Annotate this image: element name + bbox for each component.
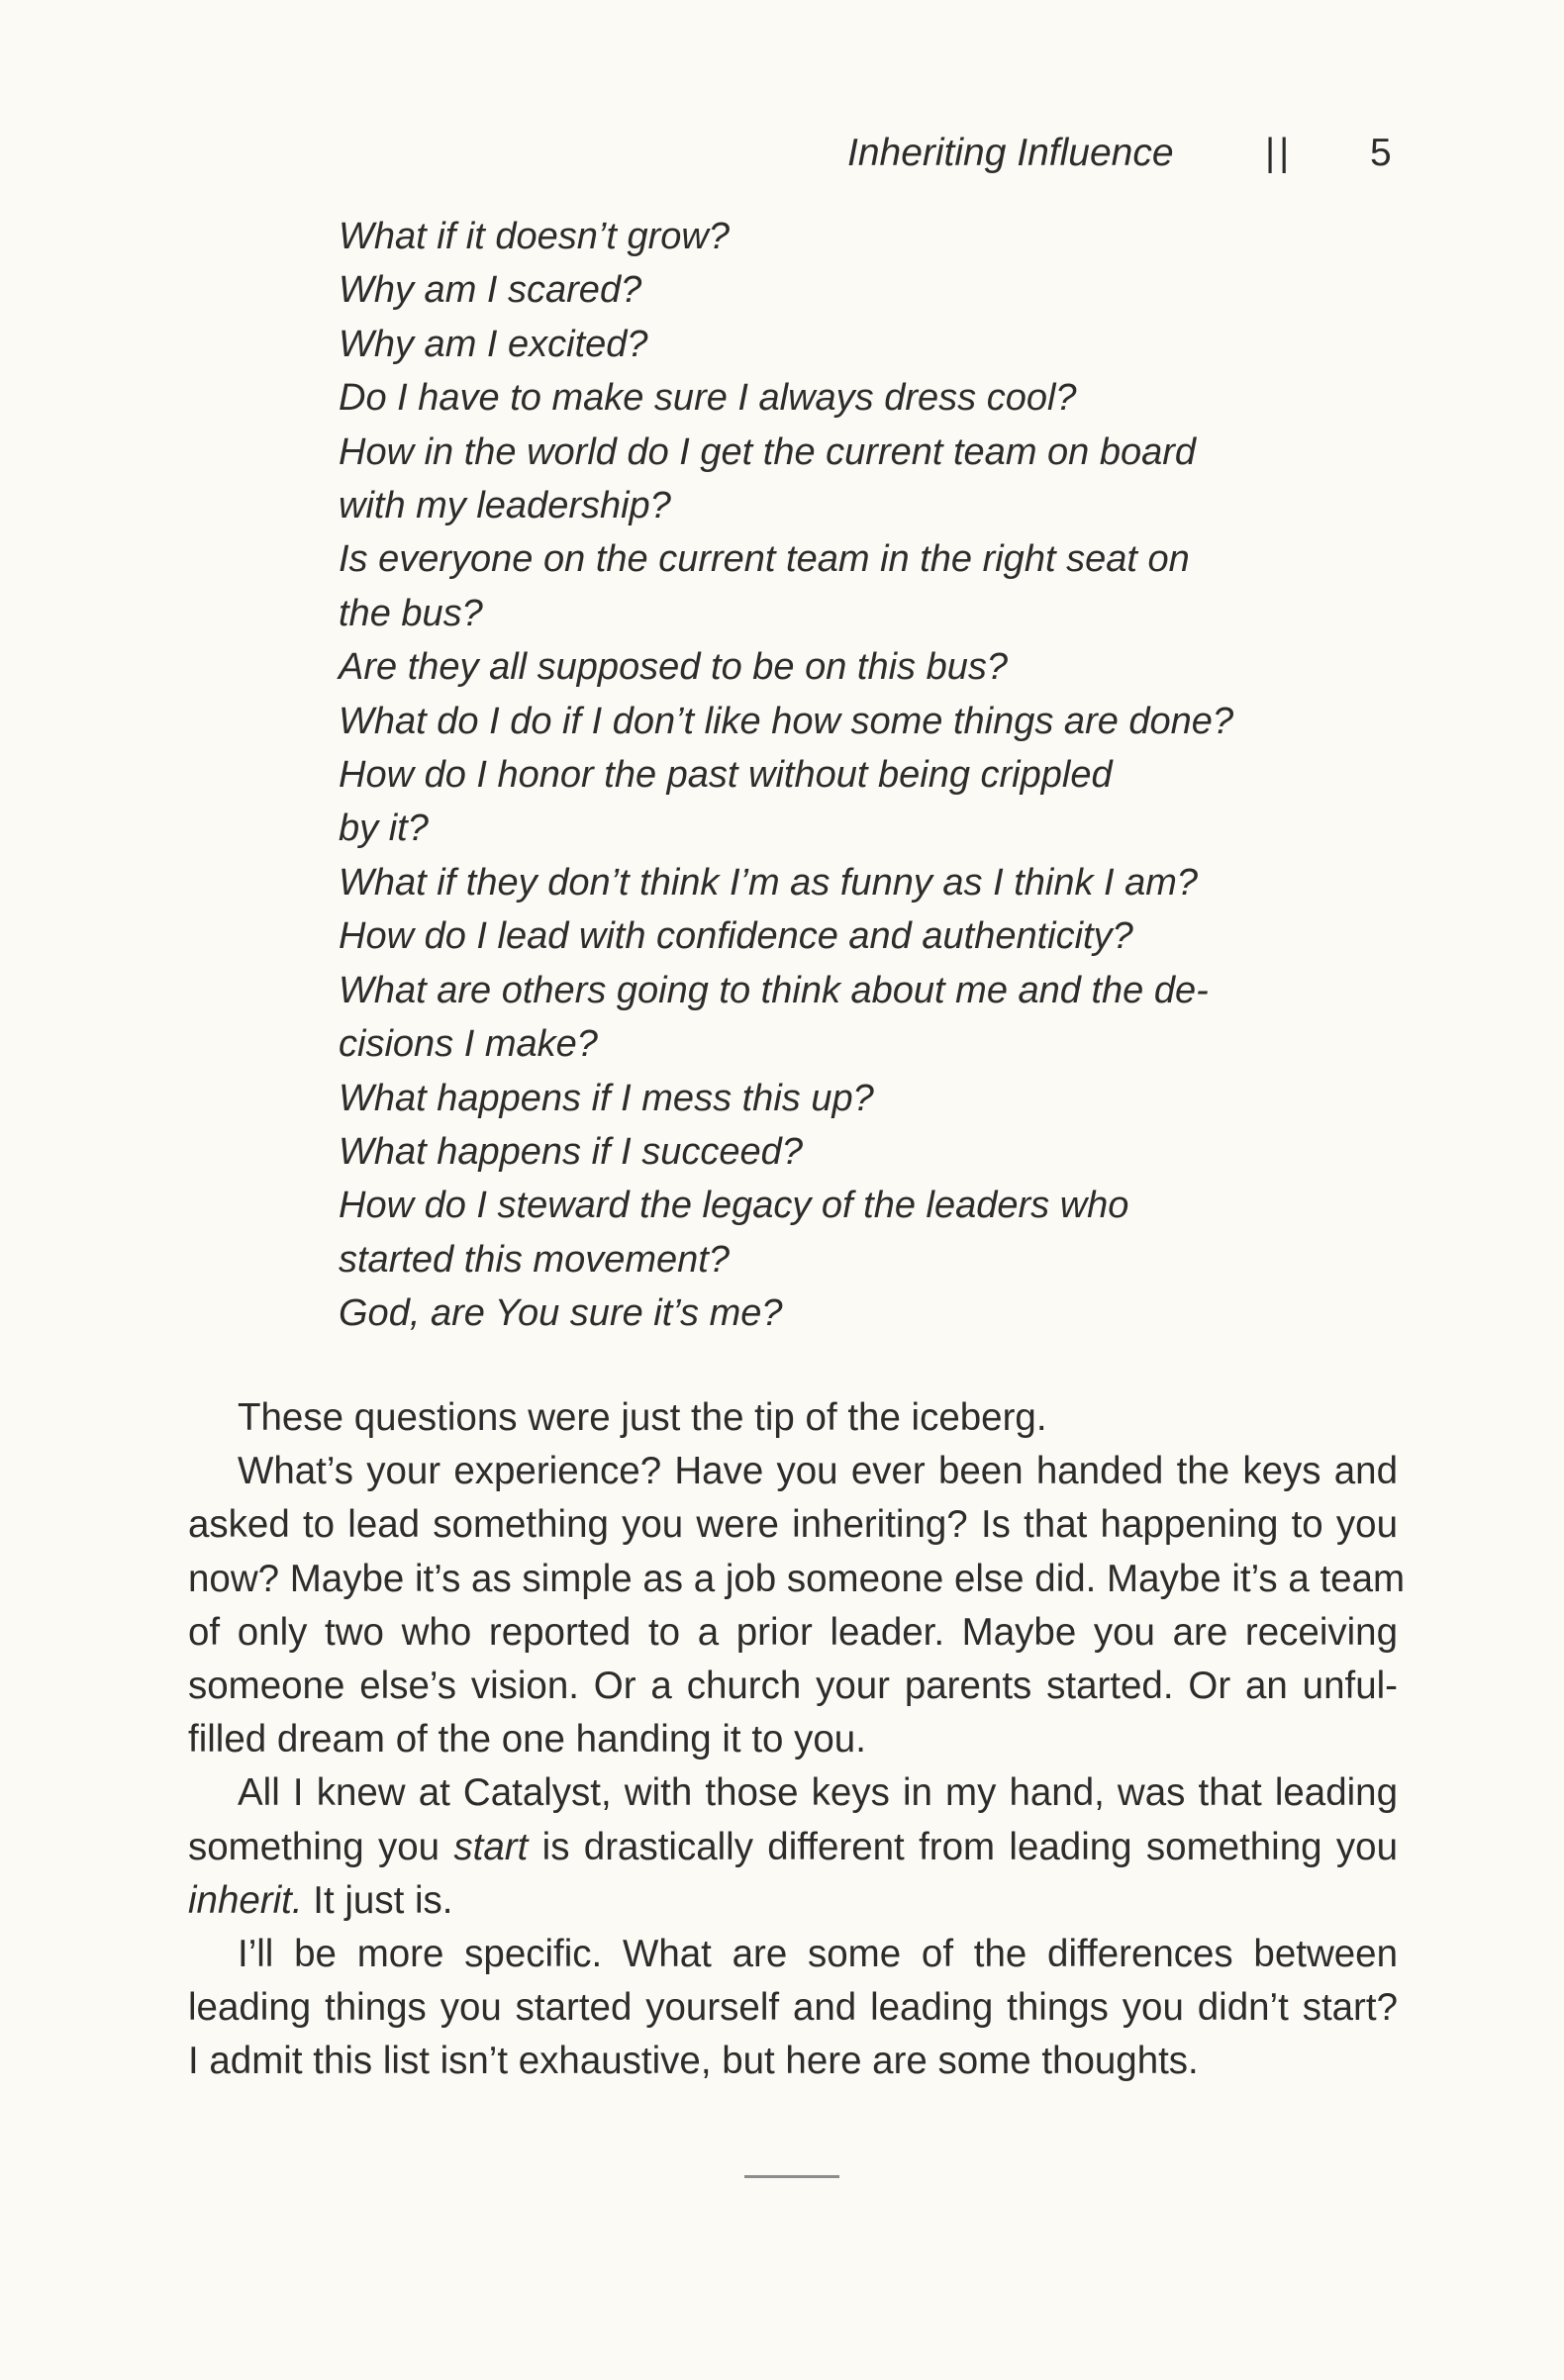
question-item xyxy=(339,909,1249,963)
question-line: What do I do if I don’t like how some things are done? xyxy=(339,700,1234,742)
question-item xyxy=(339,1125,1249,1179)
page-number: 5 xyxy=(1370,132,1392,174)
running-header xyxy=(847,127,1402,180)
paragraph-line: leading things you started yourself and leading things you didn’t start? xyxy=(188,1986,1398,2030)
question-line: What if it doesn’t grow? xyxy=(339,216,730,257)
question-line: How do I steward the legacy of the leaders who xyxy=(339,1185,1129,1227)
body-paragraph xyxy=(188,1766,1398,1928)
question-line: What happens if I succeed? xyxy=(339,1130,803,1173)
question-line: cisions I make? xyxy=(339,1023,598,1066)
paragraph-line: something you start is drastically different from leading something you xyxy=(188,1825,1398,1868)
paragraph-line: now? Maybe it’s as simple as a job someone else did. Maybe it’s a team xyxy=(188,1557,1406,1600)
paragraph-line: inherit. It just is. xyxy=(188,1878,453,1922)
question-line: Are they all supposed to be on this bus? xyxy=(339,646,1009,689)
question-item xyxy=(339,532,1249,640)
question-item xyxy=(339,1286,1249,1340)
question-item xyxy=(339,748,1249,856)
question-item xyxy=(339,1072,1249,1125)
paragraph-line: All I knew at Catalyst, with those keys in my hand, was that leading xyxy=(238,1771,1398,1815)
question-line: the bus? xyxy=(339,592,483,634)
emphasis-text: start xyxy=(453,1825,529,1868)
paragraph-line: of only two who reported to a prior leader. Maybe you are receiving xyxy=(188,1610,1398,1654)
running-head-separator: || xyxy=(1265,132,1294,174)
question-line: Is everyone on the current team in the right seat on xyxy=(339,538,1190,581)
question-list xyxy=(339,210,1249,1341)
question-line: How do I lead with confidence and authenticity? xyxy=(339,915,1133,958)
body-text xyxy=(188,1391,1406,2089)
question-line: by it? xyxy=(339,808,429,850)
running-head-title: Inheriting Influence xyxy=(847,132,1174,174)
question-item xyxy=(339,210,1249,263)
body-paragraph xyxy=(188,1928,1398,2089)
body-paragraph xyxy=(188,1445,1406,1766)
question-item xyxy=(339,318,1249,371)
paragraph-line: I admit this list isn’t exhaustive, but here are some thoughts. xyxy=(188,2040,1199,2083)
section-divider xyxy=(744,2175,839,2178)
paragraph-line: filled dream of the one handing it to you. xyxy=(188,1718,866,1761)
question-item xyxy=(339,964,1249,1072)
question-line: What are others going to think about me and the de- xyxy=(339,969,1209,1011)
question-line: with my leadership? xyxy=(339,485,671,527)
question-item xyxy=(339,1179,1249,1286)
question-line: How in the world do I get the current team on board xyxy=(339,430,1197,473)
body-paragraph xyxy=(188,1391,1398,1445)
paragraph-line: asked to lead something you were inheriting? Is that happening to you xyxy=(188,1503,1398,1547)
question-line: What happens if I mess this up? xyxy=(339,1077,874,1119)
paragraph-line: What’s your experience? Have you ever been handed the keys and xyxy=(238,1450,1398,1493)
question-line: Why am I scared? xyxy=(339,269,642,312)
question-line: What if they don’t think I’m as funny as I think I am? xyxy=(339,861,1199,904)
question-line: started this movement? xyxy=(339,1238,730,1281)
question-line: How do I honor the past without being crippled xyxy=(339,754,1113,797)
paragraph-line: someone else’s vision. Or a church your parents started. Or an unful- xyxy=(188,1665,1398,1708)
paragraph-line: I’ll be more specific. What are some of the differences between xyxy=(238,1933,1398,1976)
question-line: Do I have to make sure I always dress cool? xyxy=(339,377,1077,420)
question-item xyxy=(339,695,1249,748)
question-item xyxy=(339,856,1249,909)
question-line: God, are You sure it’s me? xyxy=(339,1292,783,1335)
question-item xyxy=(339,263,1249,317)
question-line: Why am I excited? xyxy=(339,323,648,365)
paragraph-line: These questions were just the tip of the iceberg. xyxy=(238,1396,1047,1439)
emphasis-text: inherit. xyxy=(188,1878,303,1922)
question-item xyxy=(339,426,1249,533)
question-item xyxy=(339,371,1249,425)
question-item xyxy=(339,640,1249,694)
